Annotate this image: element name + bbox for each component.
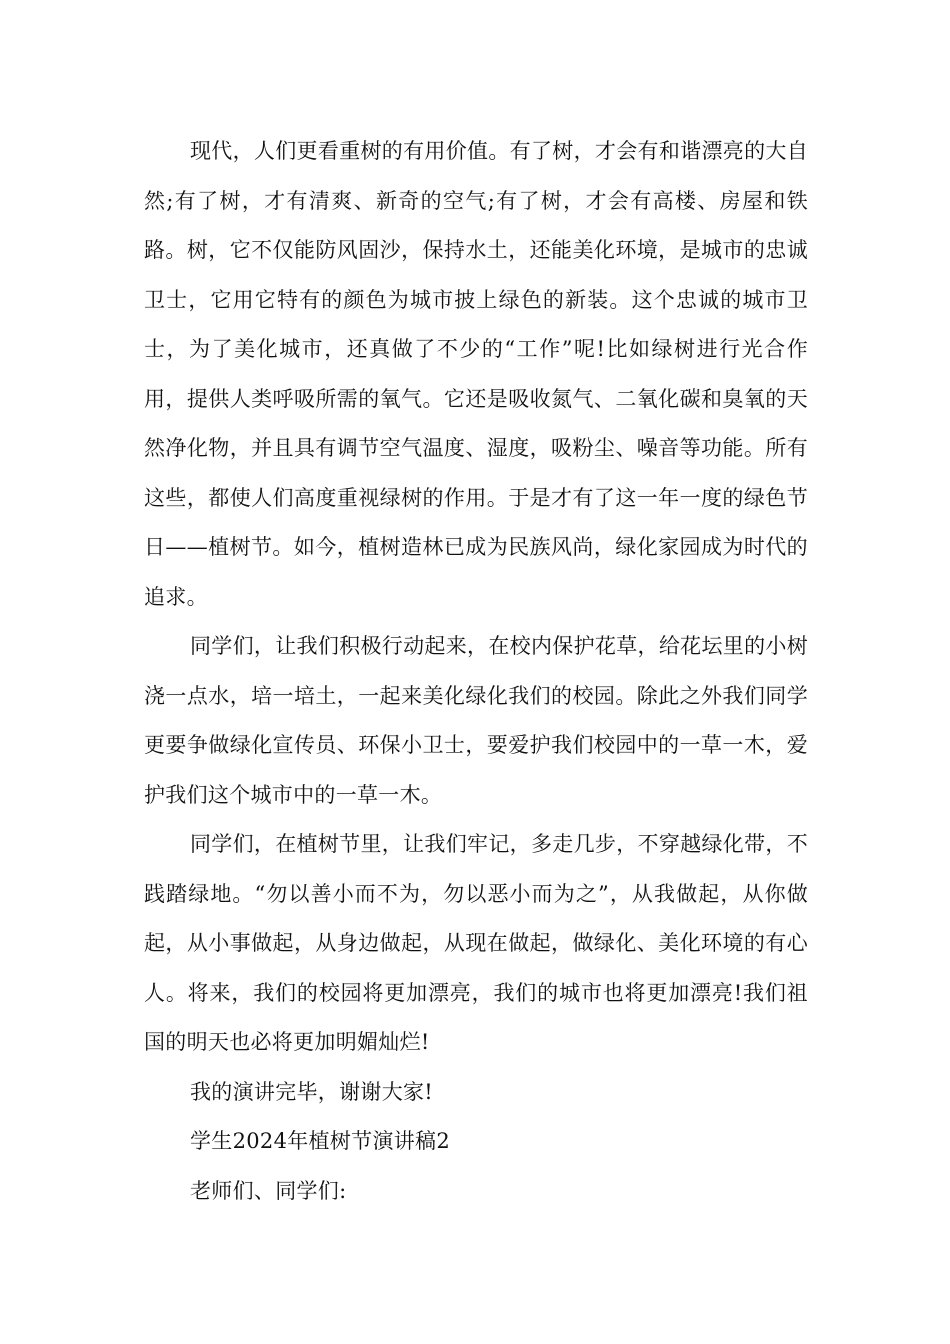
section-heading: 学生2024年植树节演讲稿2 (190, 1129, 451, 1153)
salutation: 老师们、同学们: (190, 1178, 347, 1203)
paragraph-arbor-day-call: 同学们，在植树节里，让我们牢记，多走几步，不穿越绿化带，不践踏绿地。“勿以善小而不为，勿以恶小而为之”，从我做起，从你做起，从小事做起，从身边做起，从现在做起，做绿化、美化环境的有心人。将来，我们的校园将更加漂亮，我们的城市也将更加漂亮!我们祖国的明天也必将更加明媚灿烂! (144, 832, 808, 1054)
document-body (144, 127, 808, 1216)
paragraph-trees-value: 现代，人们更看重树的有用价值。有了树，才会有和谐漂亮的大自然;有了树，才有清爽、新奇的空气;有了树，才会有高楼、房屋和铁路。树，它不仅能防风固沙，保持水土，还能美化环境，是城市的忠诚卫士，它用它特有的颜色为城市披上绿色的新装。这个忠诚的城市卫士，为了美化城市，还真做了不少的“工作”呢!比如绿树进行光合作用，提供人类呼吸所需的氧气。它还是吸收氮气、二氧化碳和臭氧的天然净化物，并且具有调节空气温度、湿度，吸粉尘、噪音等功能。所有这些，都使人们高度重视绿树的作用。于是才有了这一年一度的绿色节日——植树节。如今，植树造林已成为民族风尚，绿化家园成为时代的追求。 (144, 139, 808, 609)
paragraph-closing: 我的演讲完毕，谢谢大家! (190, 1079, 434, 1104)
paragraph-campus-action: 同学们，让我们积极行动起来，在校内保护花草，给花坛里的小树浇一点水，培一培土，一起来美化绿化我们的校园。除此之外我们同学更要争做绿化宣传员、环保小卫士，要爱护我们校园中的一草一木，爱护我们这个城市中的一草一木。 (144, 634, 808, 807)
